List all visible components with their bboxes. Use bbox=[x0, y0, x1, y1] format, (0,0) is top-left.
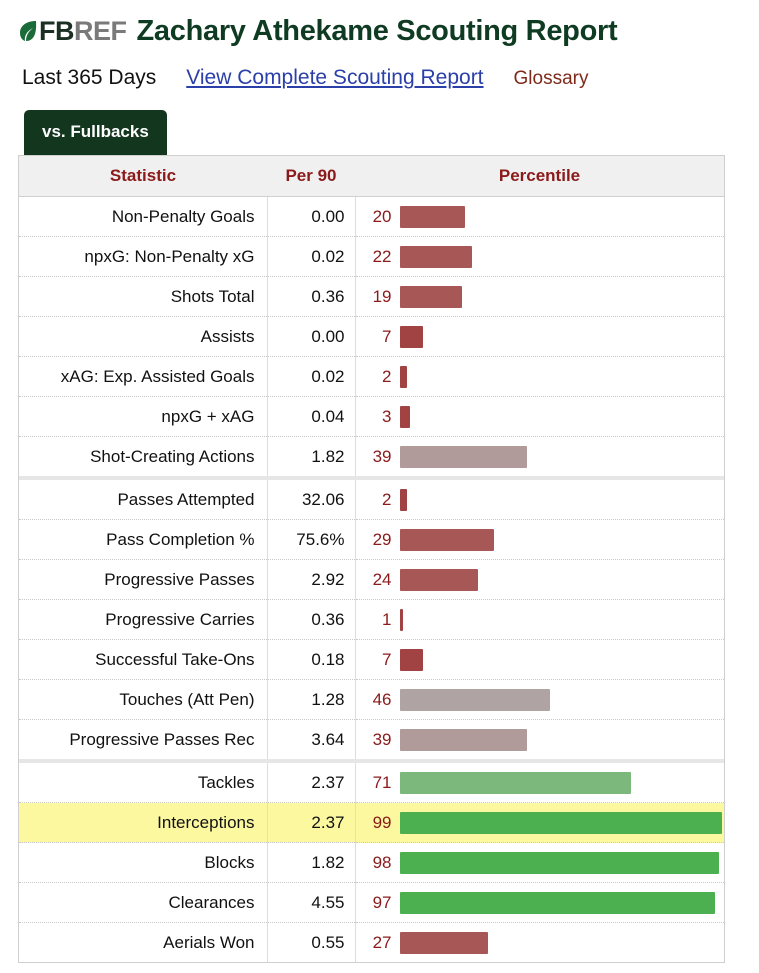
cell-per90: 2.37 bbox=[267, 803, 355, 843]
percentile-value: 2 bbox=[382, 366, 392, 386]
percentile-value: 1 bbox=[382, 609, 392, 629]
table-row bbox=[19, 680, 724, 720]
cell-per90: 2.92 bbox=[267, 560, 355, 600]
leaf-icon bbox=[18, 20, 38, 42]
percentile-value: 97 bbox=[372, 892, 392, 912]
scouting-table bbox=[19, 156, 724, 962]
tab-bar bbox=[18, 110, 741, 155]
percentile-bar bbox=[400, 609, 403, 631]
cell-statistic: Tackles bbox=[19, 761, 267, 803]
cell-percentile bbox=[355, 923, 724, 963]
table-row bbox=[19, 357, 724, 397]
percentile-value: 71 bbox=[372, 772, 392, 792]
logo-fb-text: FB bbox=[39, 15, 74, 46]
cell-percentile bbox=[355, 600, 724, 640]
cell-statistic: xAG: Exp. Assisted Goals bbox=[19, 357, 267, 397]
percentile-value: 39 bbox=[372, 729, 392, 749]
percentile-bar bbox=[400, 932, 488, 954]
cell-statistic: Pass Completion % bbox=[19, 520, 267, 560]
percentile-bar bbox=[400, 649, 423, 671]
percentile-bar bbox=[400, 246, 472, 268]
cell-statistic: Assists bbox=[19, 317, 267, 357]
logo-ref-text: REF bbox=[74, 15, 127, 46]
percentile-bar bbox=[400, 529, 494, 551]
cell-percentile bbox=[355, 197, 724, 237]
cell-statistic: Touches (Att Pen) bbox=[19, 680, 267, 720]
cell-statistic: npxG + xAG bbox=[19, 397, 267, 437]
table-row bbox=[19, 843, 724, 883]
table-row bbox=[19, 437, 724, 479]
cell-statistic: Interceptions bbox=[19, 803, 267, 843]
cell-percentile bbox=[355, 437, 724, 479]
cell-percentile bbox=[355, 277, 724, 317]
percentile-bar bbox=[400, 772, 631, 794]
page-title: Zachary Athekame Scouting Report bbox=[136, 14, 618, 47]
table-row bbox=[19, 277, 724, 317]
percentile-value: 39 bbox=[372, 446, 392, 466]
cell-statistic: Passes Attempted bbox=[19, 478, 267, 520]
percentile-value: 19 bbox=[372, 286, 392, 306]
cell-per90: 0.55 bbox=[267, 923, 355, 963]
col-header-percentile[interactable]: Percentile bbox=[355, 156, 724, 197]
cell-per90: 0.18 bbox=[267, 640, 355, 680]
cell-statistic: Successful Take-Ons bbox=[19, 640, 267, 680]
table-row bbox=[19, 600, 724, 640]
percentile-value: 2 bbox=[382, 489, 392, 509]
cell-percentile bbox=[355, 803, 724, 843]
cell-per90: 1.28 bbox=[267, 680, 355, 720]
table-row bbox=[19, 237, 724, 277]
table-body bbox=[19, 197, 724, 963]
percentile-value: 98 bbox=[372, 852, 392, 872]
cell-statistic: Progressive Passes Rec bbox=[19, 720, 267, 762]
cell-percentile bbox=[355, 237, 724, 277]
table-row bbox=[19, 640, 724, 680]
cell-percentile bbox=[355, 317, 724, 357]
col-header-statistic[interactable]: Statistic bbox=[19, 156, 267, 197]
cell-statistic: Clearances bbox=[19, 883, 267, 923]
cell-statistic: Shot-Creating Actions bbox=[19, 437, 267, 479]
table-row bbox=[19, 923, 724, 963]
cell-per90: 0.04 bbox=[267, 397, 355, 437]
table-row bbox=[19, 560, 724, 600]
percentile-value: 22 bbox=[372, 246, 392, 266]
percentile-value: 7 bbox=[382, 326, 392, 346]
cell-per90: 4.55 bbox=[267, 883, 355, 923]
cell-percentile bbox=[355, 720, 724, 762]
percentile-value: 20 bbox=[372, 206, 392, 226]
percentile-bar bbox=[400, 326, 423, 348]
table-header-row bbox=[19, 156, 724, 197]
complete-report-link[interactable]: View Complete Scouting Report bbox=[186, 66, 484, 89]
table-row bbox=[19, 720, 724, 762]
table-row bbox=[19, 761, 724, 803]
cell-per90: 0.36 bbox=[267, 600, 355, 640]
percentile-value: 99 bbox=[372, 812, 392, 832]
cell-per90: 32.06 bbox=[267, 478, 355, 520]
cell-percentile bbox=[355, 761, 724, 803]
fbref-logo[interactable] bbox=[18, 16, 127, 47]
cell-per90: 1.82 bbox=[267, 437, 355, 479]
cell-percentile bbox=[355, 843, 724, 883]
cell-statistic: Aerials Won bbox=[163, 932, 255, 952]
cell-percentile bbox=[355, 478, 724, 520]
percentile-value: 46 bbox=[372, 689, 392, 709]
subheader bbox=[18, 66, 741, 96]
cell-per90: 0.00 bbox=[267, 197, 355, 237]
percentile-value: 3 bbox=[382, 406, 392, 426]
percentile-bar bbox=[400, 446, 527, 468]
cell-percentile bbox=[355, 397, 724, 437]
percentile-bar bbox=[400, 569, 478, 591]
percentile-value: 24 bbox=[372, 569, 392, 589]
cell-statistic: Non-Penalty Goals bbox=[19, 197, 267, 237]
scouting-table-wrap bbox=[18, 155, 725, 963]
percentile-bar bbox=[400, 852, 719, 874]
cell-statistic: Shots Total bbox=[19, 277, 267, 317]
cell-per90: 0.36 bbox=[267, 277, 355, 317]
cell-percentile bbox=[355, 640, 724, 680]
table-row bbox=[19, 803, 724, 843]
cell-per90: 0.00 bbox=[267, 317, 355, 357]
table-row bbox=[19, 197, 724, 237]
cell-per90: 0.02 bbox=[267, 237, 355, 277]
percentile-bar bbox=[400, 892, 715, 914]
cell-percentile bbox=[355, 883, 724, 923]
table-row bbox=[19, 478, 724, 520]
percentile-bar bbox=[400, 286, 462, 308]
table-row bbox=[19, 520, 724, 560]
percentile-bar bbox=[400, 206, 465, 228]
cell-percentile bbox=[355, 560, 724, 600]
cell-per90: 1.82 bbox=[267, 843, 355, 883]
percentile-bar bbox=[400, 406, 410, 428]
percentile-value: 7 bbox=[382, 649, 392, 669]
cell-per90: 0.02 bbox=[267, 357, 355, 397]
cell-per90: 3.64 bbox=[267, 720, 355, 762]
page-header bbox=[18, 0, 741, 54]
cell-statistic: Progressive Carries bbox=[19, 600, 267, 640]
percentile-value: 27 bbox=[372, 932, 392, 952]
cell-statistic: Progressive Passes bbox=[19, 560, 267, 600]
cell-percentile bbox=[355, 520, 724, 560]
cell-percentile bbox=[355, 680, 724, 720]
cell-statistic: Blocks bbox=[19, 843, 267, 883]
glossary-link[interactable]: Glossary bbox=[513, 68, 589, 89]
percentile-bar bbox=[400, 489, 407, 511]
tab-vs-fullbacks[interactable]: vs. Fullbacks bbox=[24, 110, 167, 155]
cell-percentile bbox=[355, 357, 724, 397]
table-row bbox=[19, 317, 724, 357]
percentile-bar bbox=[400, 689, 550, 711]
cell-statistic: npxG: Non-Penalty xG bbox=[19, 237, 267, 277]
table-row bbox=[19, 397, 724, 437]
percentile-value: 29 bbox=[372, 529, 392, 549]
percentile-bar bbox=[400, 812, 722, 834]
date-range-label: Last 365 Days bbox=[22, 66, 157, 89]
table-row bbox=[19, 883, 724, 923]
percentile-bar bbox=[400, 366, 407, 388]
percentile-bar bbox=[400, 729, 527, 751]
cell-per90: 75.6% bbox=[267, 520, 355, 560]
cell-per90: 2.37 bbox=[267, 761, 355, 803]
col-header-per90[interactable]: Per 90 bbox=[267, 156, 355, 197]
